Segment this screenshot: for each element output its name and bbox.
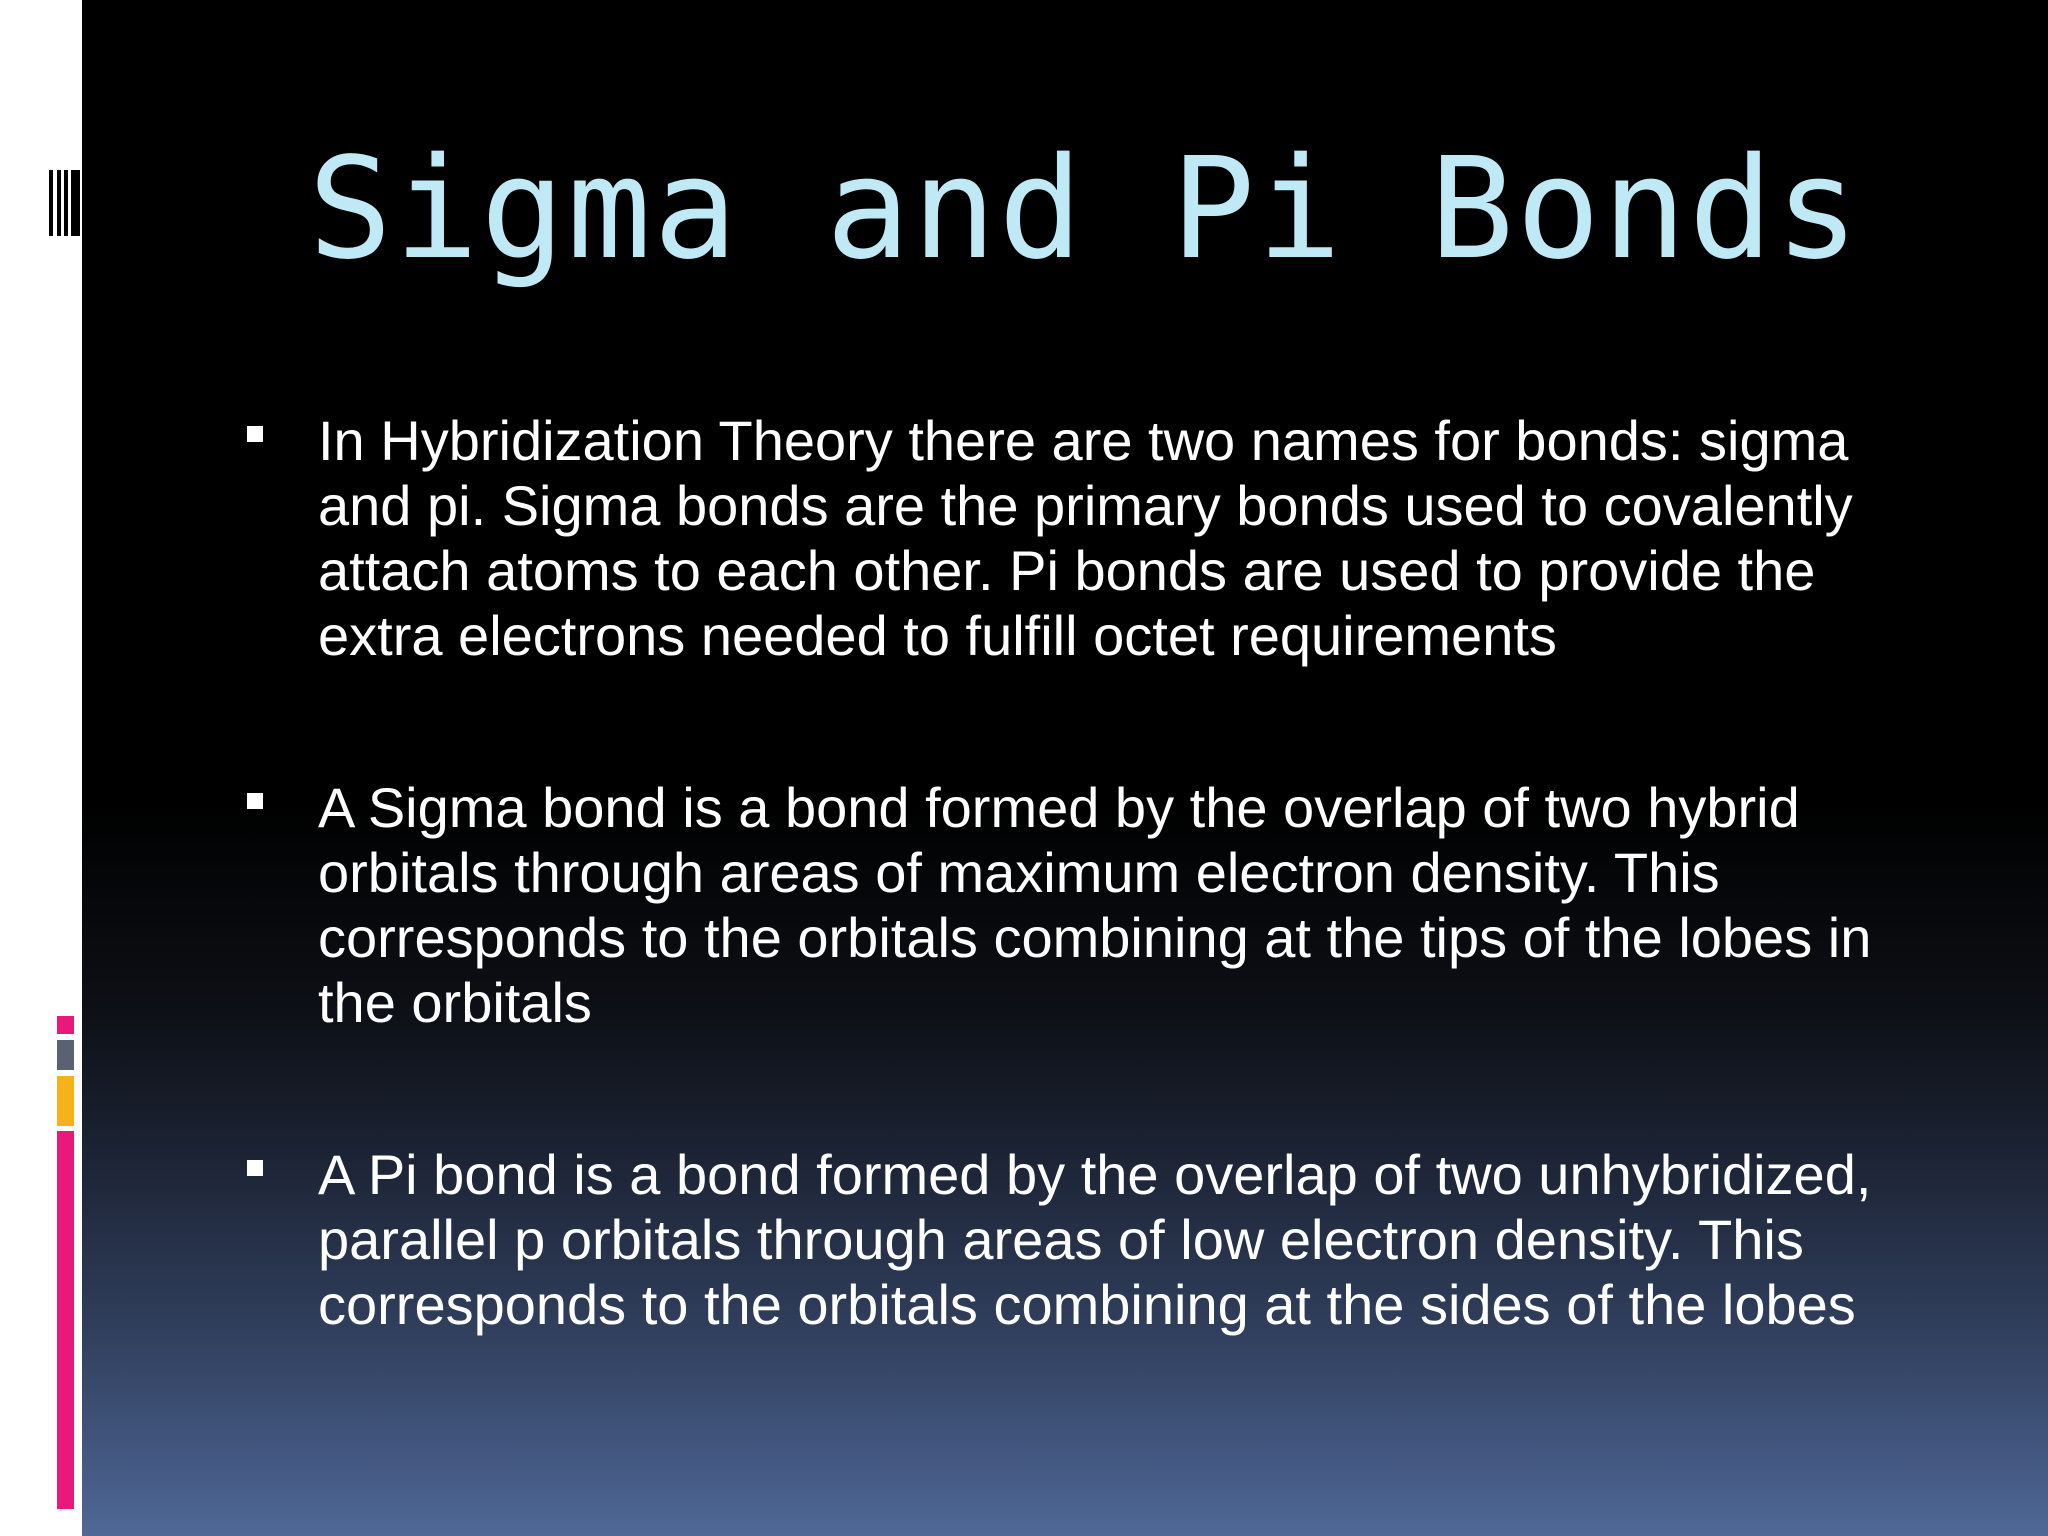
square-bullet-icon [247,426,263,442]
square-bullet-icon [247,793,263,809]
bullet-item [243,1142,1943,1337]
bullet-text: A Sigma bond is a bond formed by the overlap of two hybrid orbitals through areas of maximum electron density. This corresponds to the orbitals combining at the tips of the lobes in the orbitals [318,776,1872,1034]
bullet-item [243,775,1943,1035]
decorative-bar-orange [57,1076,74,1126]
decorative-bar-pink-long [57,1131,74,1509]
bullet-item [243,408,1943,668]
bullet-text: In Hybridization Theory there are two names for bonds: sigma and pi. Sigma bonds are the primary bonds used to covalently attach atoms to each other. Pi bonds are used to provide the extra electrons needed to fulfill octet requirements [318,409,1853,667]
square-bullet-icon [247,1160,263,1176]
decorative-bar-gray [57,1040,74,1070]
bullet-text: A Pi bond is a bond formed by the overlap of two unhybridized, parallel p orbitals through areas of low electron density. This corresponds to the orbitals combining at the sides of the lobes [318,1143,1872,1336]
slide-title: Sigma and Pi Bonds [308,128,1862,291]
decorative-bar-pink-top [57,1016,74,1034]
bullet-list [243,408,1943,1444]
decorative-stripes [49,170,80,236]
